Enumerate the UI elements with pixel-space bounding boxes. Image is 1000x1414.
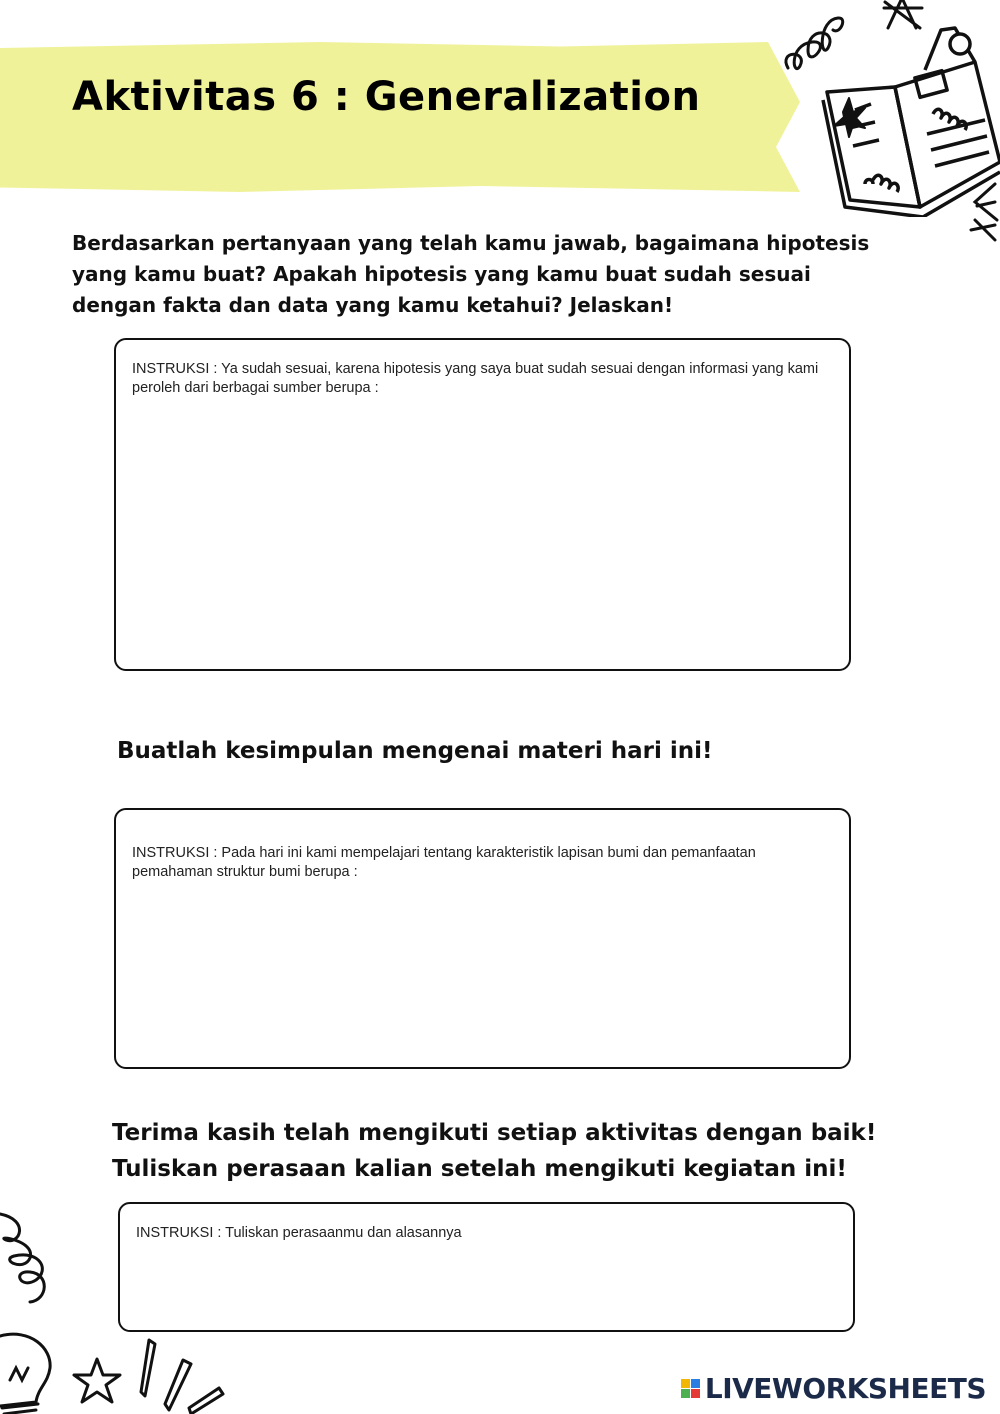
question1-prompt: Berdasarkan pertanyaan yang telah kamu jawab, bagaimana hipotesis yang kamu buat? Apakah hipotesis yang kamu buat sudah sesuai dengan fakta dan data yang kamu ketahui? Jelaskan! xyxy=(72,231,870,317)
answer-text-feelings[interactable]: INSTRUKSI : Tuliskan perasaanmu dan alasannya xyxy=(136,1225,462,1241)
answer-box-feelings[interactable] xyxy=(118,1202,855,1332)
star-icon xyxy=(72,1356,122,1406)
spiral-icon xyxy=(0,1210,60,1310)
liveworksheets-logo-icon xyxy=(681,1379,700,1398)
question3-prompt xyxy=(112,1115,892,1187)
star-icon xyxy=(965,180,1000,245)
liveworksheets-brand xyxy=(681,1372,986,1405)
feelings-line: Tuliskan perasaan kalian setelah mengikuti kegiatan ini! xyxy=(112,1156,847,1182)
brand-name: LIVEWORKSHEETS xyxy=(704,1372,986,1405)
answer-text-hypothesis[interactable]: INSTRUKSI : Ya sudah sesuai, karena hipotesis yang saya buat sudah sesuai dengan informasi yang kami peroleh dari berbagai sumber berupa : xyxy=(132,361,819,396)
thanks-line: Terima kasih telah mengikuti setiap aktivitas dengan baik! xyxy=(112,1120,877,1146)
question2-prompt: Buatlah kesimpulan mengenai materi hari ini! xyxy=(117,738,713,764)
lightbulb-icon xyxy=(0,1328,60,1414)
answer-box-hypothesis[interactable] xyxy=(114,338,851,671)
page-title: Aktivitas 6 : Generalization xyxy=(72,74,701,120)
sparkle-lines-icon xyxy=(135,1336,225,1414)
answer-box-conclusion[interactable] xyxy=(114,808,851,1069)
answer-text-conclusion[interactable]: INSTRUKSI : Pada hari ini kami mempelajari tentang karakteristik lapisan bumi dan pemanfaatan pemahaman struktur bumi berupa : xyxy=(132,845,756,880)
